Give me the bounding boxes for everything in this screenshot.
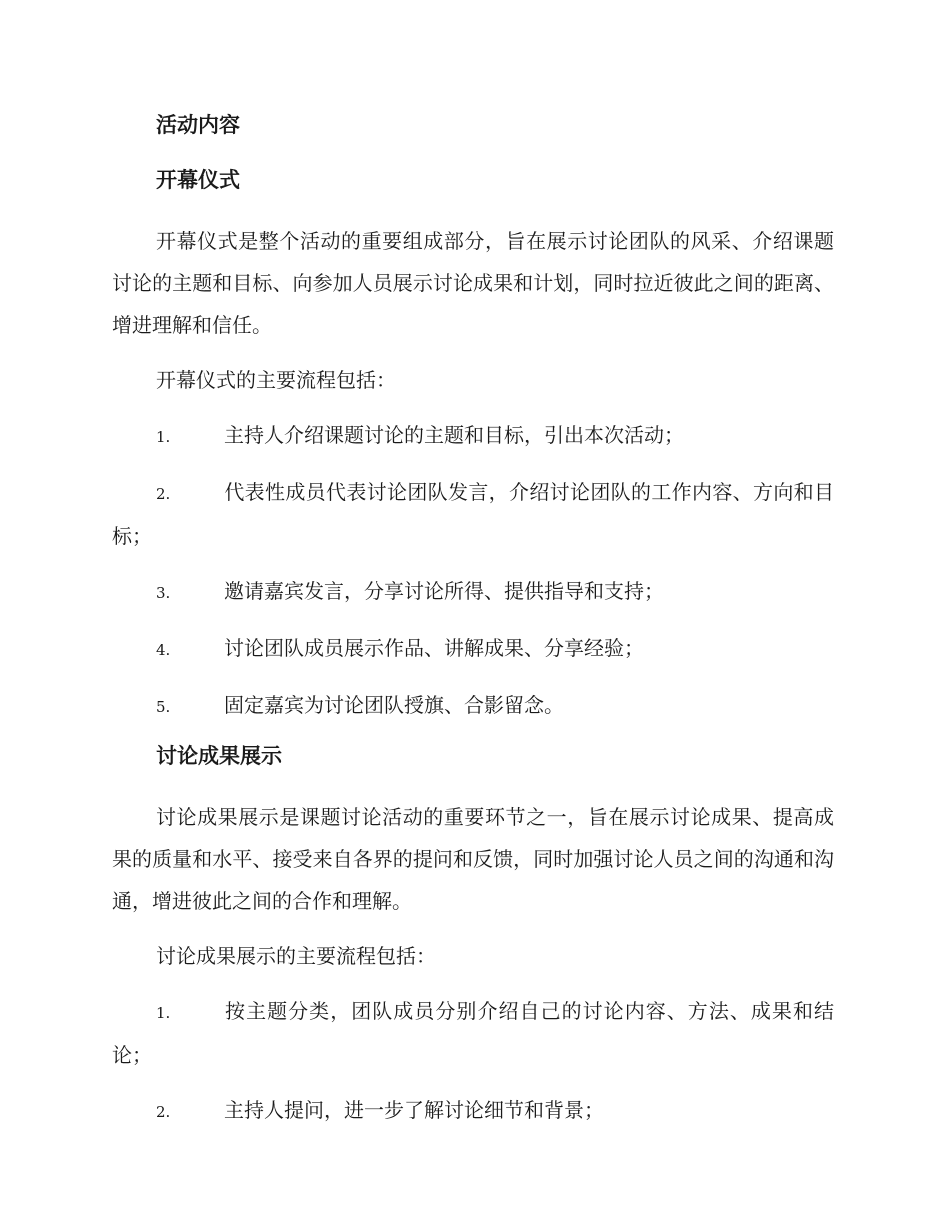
list-item bbox=[112, 990, 834, 1076]
list-text: 主持人介绍课题讨论的主题和目标，引出本次活动； bbox=[224, 423, 684, 447]
list-item bbox=[112, 684, 834, 728]
opening-intro: 开幕仪式是整个活动的重要组成部分，旨在展示讨论团队的风采、介绍课题讨论的主题和目标、向参加人员展示讨论成果和计划，同时拉近彼此之间的距离、增进理解和信任。 bbox=[112, 229, 834, 337]
section-title: 活动内容 bbox=[156, 113, 240, 137]
list-number: 5. bbox=[156, 698, 171, 716]
document-body bbox=[112, 110, 834, 1146]
list-text: 主持人提问，进一步了解讨论细节和背景； bbox=[224, 1098, 604, 1122]
list-item bbox=[112, 627, 834, 671]
list-number: 1. bbox=[156, 428, 171, 446]
list-number: 2. bbox=[156, 1103, 171, 1121]
list-item bbox=[112, 1089, 834, 1133]
opening-heading: 开幕仪式 bbox=[156, 168, 240, 192]
list-text: 代表性成员代表讨论团队发言，介绍讨论团队的工作内容、方向和目标； bbox=[112, 480, 834, 548]
results-flow-label: 讨论成果展示的主要流程包括： bbox=[156, 944, 436, 968]
list-text: 邀请嘉宾发言，分享讨论所得、提供指导和支持； bbox=[224, 579, 664, 603]
results-heading: 讨论成果展示 bbox=[156, 744, 282, 768]
list-text: 按主题分类，团队成员分别介绍自己的讨论内容、方法、成果和结论； bbox=[112, 999, 834, 1067]
list-number: 3. bbox=[156, 584, 171, 602]
list-number: 1. bbox=[156, 1004, 171, 1022]
opening-flow-label: 开幕仪式的主要流程包括： bbox=[156, 368, 396, 392]
list-number: 2. bbox=[156, 485, 171, 503]
list-number: 4. bbox=[156, 641, 171, 659]
list-text: 讨论团队成员展示作品、讲解成果、分享经验； bbox=[224, 636, 644, 660]
list-item bbox=[112, 471, 834, 557]
results-intro: 讨论成果展示是课题讨论活动的重要环节之一，旨在展示讨论成果、提高成果的质量和水平、接受来自各界的提问和反馈，同时加强讨论人员之间的沟通和沟通，增进彼此之间的合作和理解。 bbox=[112, 805, 834, 913]
list-item bbox=[112, 570, 834, 614]
list-text: 固定嘉宾为讨论团队授旗、合影留念。 bbox=[224, 693, 564, 717]
list-item bbox=[112, 414, 834, 458]
